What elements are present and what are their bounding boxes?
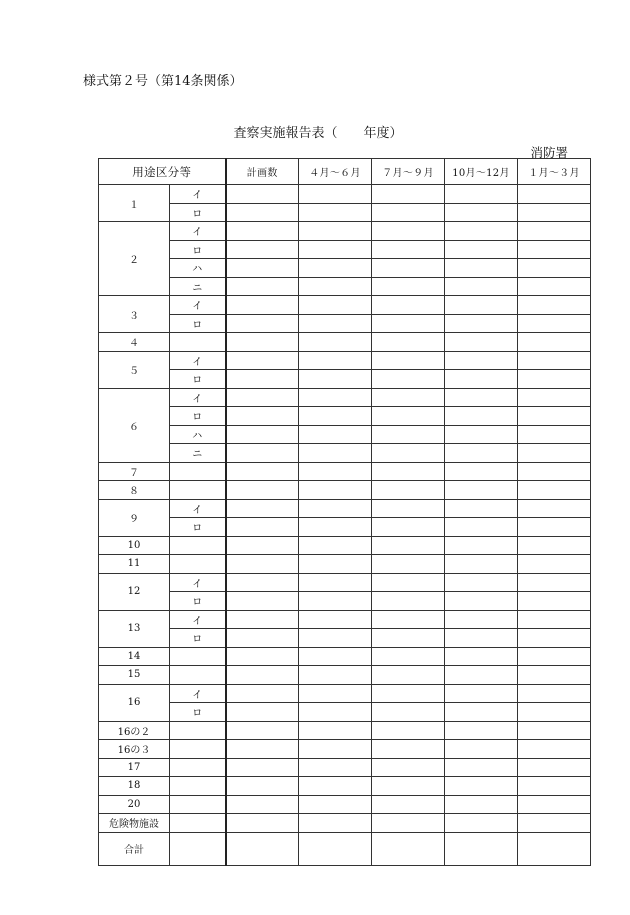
count-cell[interactable] [518,407,591,426]
count-cell[interactable] [518,555,591,574]
total-count-cell[interactable] [226,832,299,865]
count-cell[interactable] [299,222,372,241]
count-cell[interactable] [299,333,372,352]
count-cell[interactable] [299,351,372,370]
count-cell[interactable] [299,536,372,555]
subcategory-cell: ハ [170,259,226,278]
count-cell[interactable] [299,518,372,537]
count-cell[interactable] [518,647,591,666]
table-row [99,777,591,796]
count-cell[interactable] [299,444,372,463]
count-cell[interactable] [226,721,299,740]
count-cell[interactable] [226,666,299,685]
count-cell[interactable] [226,222,299,241]
table-row [99,203,591,222]
subcategory-cell: イ [170,610,226,629]
count-cell[interactable] [445,425,518,444]
subcategory-cell [170,555,226,574]
count-cell[interactable] [372,610,445,629]
count-cell[interactable] [518,259,591,278]
use-category-cell: ２ [99,222,170,296]
count-cell[interactable] [518,629,591,648]
table-row [99,185,591,204]
count-cell[interactable] [445,462,518,481]
subcategory-cell [170,814,226,833]
use-category-header: 用途区分等 [99,159,226,185]
count-cell[interactable] [518,240,591,259]
count-cell[interactable] [299,592,372,611]
title-prefix: 査察実施報告表（ [233,126,338,141]
count-cell[interactable] [226,370,299,389]
count-cell[interactable] [226,518,299,537]
table-row [99,684,591,703]
count-cell[interactable] [226,777,299,796]
count-cell[interactable] [445,518,518,537]
subcategory-cell [170,740,226,759]
count-cell[interactable] [299,203,372,222]
count-cell[interactable] [299,259,372,278]
count-cell[interactable] [226,499,299,518]
use-category-cell: ６ [99,388,170,462]
table-row [99,758,591,777]
table-row [99,277,591,296]
subcategory-cell: イ [170,388,226,407]
count-cell[interactable] [372,814,445,833]
count-cell[interactable] [372,499,445,518]
count-cell[interactable] [518,740,591,759]
table-row [99,518,591,537]
count-cell[interactable] [372,370,445,389]
subcategory-cell: イ [170,296,226,315]
count-cell[interactable] [372,333,445,352]
table-row [99,814,591,833]
count-cell[interactable] [445,259,518,278]
total-count-cell[interactable] [518,832,591,865]
count-cell[interactable] [372,185,445,204]
subcategory-cell: ロ [170,407,226,426]
count-cell[interactable] [518,703,591,722]
count-cell[interactable] [518,462,591,481]
count-cell[interactable] [372,425,445,444]
count-cell[interactable] [445,536,518,555]
count-cell[interactable] [299,573,372,592]
use-category-cell: 危険物施設 [99,814,170,833]
table-row [99,222,591,241]
count-cell[interactable] [445,444,518,463]
count-cell[interactable] [518,518,591,537]
count-cell[interactable] [226,425,299,444]
subcategory-cell: イ [170,351,226,370]
subcategory-cell: ロ [170,203,226,222]
count-cell[interactable] [226,407,299,426]
count-cell[interactable] [518,795,591,814]
count-cell[interactable] [299,388,372,407]
use-category-cell: １ [99,185,170,222]
table-row [99,795,591,814]
total-label: 合計 [99,832,170,865]
count-cell[interactable] [372,222,445,241]
count-cell[interactable] [226,814,299,833]
subcategory-cell: ロ [170,370,226,389]
count-cell[interactable] [226,296,299,315]
subcategory-cell [170,795,226,814]
use-category-cell: 20 [99,795,170,814]
subcategory-cell [170,721,226,740]
use-category-cell: 10 [99,536,170,555]
header-row [99,159,591,185]
count-cell[interactable] [518,203,591,222]
count-cell[interactable] [518,499,591,518]
subcategory-cell [170,647,226,666]
count-cell[interactable] [299,296,372,315]
count-cell[interactable] [518,222,591,241]
count-cell[interactable] [372,721,445,740]
count-cell[interactable] [445,407,518,426]
table-row [99,740,591,759]
count-cell[interactable] [445,277,518,296]
count-cell[interactable] [299,758,372,777]
count-cell[interactable] [299,684,372,703]
column-header-q2: ７月～９月 [372,159,445,185]
subcategory-cell: ロ [170,518,226,537]
count-cell[interactable] [372,277,445,296]
count-cell[interactable] [226,758,299,777]
count-cell[interactable] [445,721,518,740]
fire-station-label: 消防署 [530,145,568,160]
count-cell[interactable] [518,592,591,611]
count-cell[interactable] [445,573,518,592]
count-cell[interactable] [445,499,518,518]
subcategory-cell: ロ [170,592,226,611]
count-cell[interactable] [445,296,518,315]
count-cell[interactable] [372,481,445,500]
column-header-q1: ４月～６月 [299,159,372,185]
count-cell[interactable] [372,555,445,574]
count-cell[interactable] [518,388,591,407]
use-category-cell: ３ [99,296,170,333]
total-count-cell[interactable] [445,832,518,865]
table-row [99,370,591,389]
subcategory-cell: イ [170,499,226,518]
count-cell[interactable] [372,296,445,315]
count-cell[interactable] [299,499,372,518]
count-cell[interactable] [299,240,372,259]
use-category-cell: 16の２ [99,721,170,740]
count-cell[interactable] [372,314,445,333]
count-cell[interactable] [445,684,518,703]
count-cell[interactable] [372,573,445,592]
use-category-cell: ７ [99,462,170,481]
subcategory-cell [170,333,226,352]
count-cell[interactable] [445,370,518,389]
count-cell[interactable] [299,462,372,481]
count-cell[interactable] [445,666,518,685]
count-cell[interactable] [445,647,518,666]
count-cell[interactable] [226,240,299,259]
use-category-cell: ８ [99,481,170,500]
subcategory-cell [170,758,226,777]
total-count-cell[interactable] [372,832,445,865]
count-cell[interactable] [518,333,591,352]
subcategory-cell [170,481,226,500]
count-cell[interactable] [299,740,372,759]
subcategory-cell: ニ [170,277,226,296]
use-category-cell: 14 [99,647,170,666]
count-cell[interactable] [372,703,445,722]
count-cell[interactable] [226,795,299,814]
table-row [99,610,591,629]
count-cell[interactable] [518,610,591,629]
count-cell[interactable] [372,407,445,426]
count-cell[interactable] [445,777,518,796]
count-cell[interactable] [299,703,372,722]
table-row [99,647,591,666]
count-cell[interactable] [299,407,372,426]
report-title [0,122,630,141]
count-cell[interactable] [226,462,299,481]
count-cell[interactable] [372,536,445,555]
count-cell[interactable] [445,555,518,574]
table-row [99,314,591,333]
table-row [99,425,591,444]
count-cell[interactable] [518,573,591,592]
table-row [99,555,591,574]
table-row [99,573,591,592]
use-category-cell: 12 [99,573,170,610]
count-cell[interactable] [518,444,591,463]
count-cell[interactable] [518,314,591,333]
table-row [99,721,591,740]
column-header-q3: 10月～12月 [445,159,518,185]
count-cell[interactable] [445,351,518,370]
subcategory-cell: ハ [170,425,226,444]
count-cell[interactable] [299,647,372,666]
total-subcategory-cell [170,832,226,865]
use-category-cell: 17 [99,758,170,777]
subcategory-cell [170,777,226,796]
count-cell[interactable] [518,277,591,296]
count-cell[interactable] [372,444,445,463]
column-header-plan: 計画数 [226,159,299,185]
count-cell[interactable] [445,795,518,814]
count-cell[interactable] [372,203,445,222]
use-category-cell: 16の３ [99,740,170,759]
total-row [99,832,591,865]
count-cell[interactable] [518,777,591,796]
subcategory-cell [170,666,226,685]
count-cell[interactable] [445,388,518,407]
count-cell[interactable] [445,610,518,629]
use-category-cell: 15 [99,666,170,685]
table-row [99,444,591,463]
count-cell[interactable] [372,592,445,611]
count-cell[interactable] [518,425,591,444]
subcategory-cell: イ [170,684,226,703]
table-row [99,259,591,278]
count-cell[interactable] [226,573,299,592]
count-cell[interactable] [518,185,591,204]
count-cell[interactable] [226,277,299,296]
table-row [99,240,591,259]
count-cell[interactable] [299,610,372,629]
inspection-report-table [98,158,591,866]
table-row [99,481,591,500]
form-number-label: 様式第２号（第14条関係） [83,74,243,89]
table-row [99,351,591,370]
use-category-cell: ５ [99,351,170,388]
count-cell[interactable] [372,666,445,685]
count-cell[interactable] [445,703,518,722]
subcategory-cell [170,462,226,481]
count-cell[interactable] [445,758,518,777]
count-cell[interactable] [226,536,299,555]
use-category-cell: 13 [99,610,170,647]
count-cell[interactable] [299,185,372,204]
count-cell[interactable] [299,814,372,833]
use-category-cell: ９ [99,499,170,536]
count-cell[interactable] [299,629,372,648]
count-cell[interactable] [226,185,299,204]
table-row [99,333,591,352]
use-category-cell: 18 [99,777,170,796]
count-cell[interactable] [372,684,445,703]
table-row [99,592,591,611]
count-cell[interactable] [299,314,372,333]
count-cell[interactable] [445,814,518,833]
subcategory-cell: ロ [170,703,226,722]
table-row [99,666,591,685]
column-header-q4: １月～３月 [518,159,591,185]
count-cell[interactable] [445,222,518,241]
count-cell[interactable] [445,629,518,648]
count-cell[interactable] [299,666,372,685]
count-cell[interactable] [372,518,445,537]
count-cell[interactable] [226,740,299,759]
title-suffix: 年度） [363,126,403,141]
count-cell[interactable] [299,481,372,500]
count-cell[interactable] [226,629,299,648]
count-cell[interactable] [226,592,299,611]
subcategory-cell: ニ [170,444,226,463]
table-row [99,629,591,648]
table-row [99,407,591,426]
table-row [99,703,591,722]
subcategory-cell: イ [170,185,226,204]
count-cell[interactable] [226,703,299,722]
count-cell[interactable] [299,555,372,574]
count-cell[interactable] [445,592,518,611]
count-cell[interactable] [299,721,372,740]
subcategory-cell: ロ [170,240,226,259]
count-cell[interactable] [226,481,299,500]
count-cell[interactable] [518,684,591,703]
table-body [99,185,591,866]
count-cell[interactable] [518,481,591,500]
table-row [99,388,591,407]
count-cell[interactable] [518,351,591,370]
count-cell[interactable] [518,666,591,685]
count-cell[interactable] [518,814,591,833]
table-row [99,536,591,555]
count-cell[interactable] [226,259,299,278]
count-cell[interactable] [372,240,445,259]
count-cell[interactable] [445,740,518,759]
count-cell[interactable] [445,481,518,500]
use-category-cell: ４ [99,333,170,352]
count-cell[interactable] [372,388,445,407]
count-cell[interactable] [518,296,591,315]
count-cell[interactable] [372,777,445,796]
use-category-cell: 11 [99,555,170,574]
count-cell[interactable] [372,351,445,370]
subcategory-cell: ロ [170,629,226,648]
count-cell[interactable] [518,721,591,740]
count-cell[interactable] [518,536,591,555]
count-cell[interactable] [518,370,591,389]
count-cell[interactable] [299,795,372,814]
count-cell[interactable] [445,203,518,222]
subcategory-cell [170,536,226,555]
count-cell[interactable] [445,333,518,352]
count-cell[interactable] [226,444,299,463]
count-cell[interactable] [226,555,299,574]
count-cell[interactable] [372,758,445,777]
count-cell[interactable] [445,240,518,259]
count-cell[interactable] [445,185,518,204]
count-cell[interactable] [226,647,299,666]
count-cell[interactable] [372,462,445,481]
count-cell[interactable] [372,647,445,666]
count-cell[interactable] [372,795,445,814]
count-cell[interactable] [445,314,518,333]
count-cell[interactable] [372,740,445,759]
count-cell[interactable] [226,684,299,703]
count-cell[interactable] [518,758,591,777]
count-cell[interactable] [299,277,372,296]
table-row [99,296,591,315]
count-cell[interactable] [226,351,299,370]
subcategory-cell: ロ [170,314,226,333]
count-cell[interactable] [372,259,445,278]
count-cell[interactable] [226,388,299,407]
count-cell[interactable] [226,610,299,629]
subcategory-cell: イ [170,573,226,592]
count-cell[interactable] [226,314,299,333]
use-category-cell: 16 [99,684,170,721]
count-cell[interactable] [299,370,372,389]
count-cell[interactable] [299,777,372,796]
table-row [99,499,591,518]
subcategory-cell: イ [170,222,226,241]
total-count-cell[interactable] [299,832,372,865]
count-cell[interactable] [372,629,445,648]
count-cell[interactable] [226,333,299,352]
table-row [99,462,591,481]
count-cell[interactable] [226,203,299,222]
count-cell[interactable] [299,425,372,444]
